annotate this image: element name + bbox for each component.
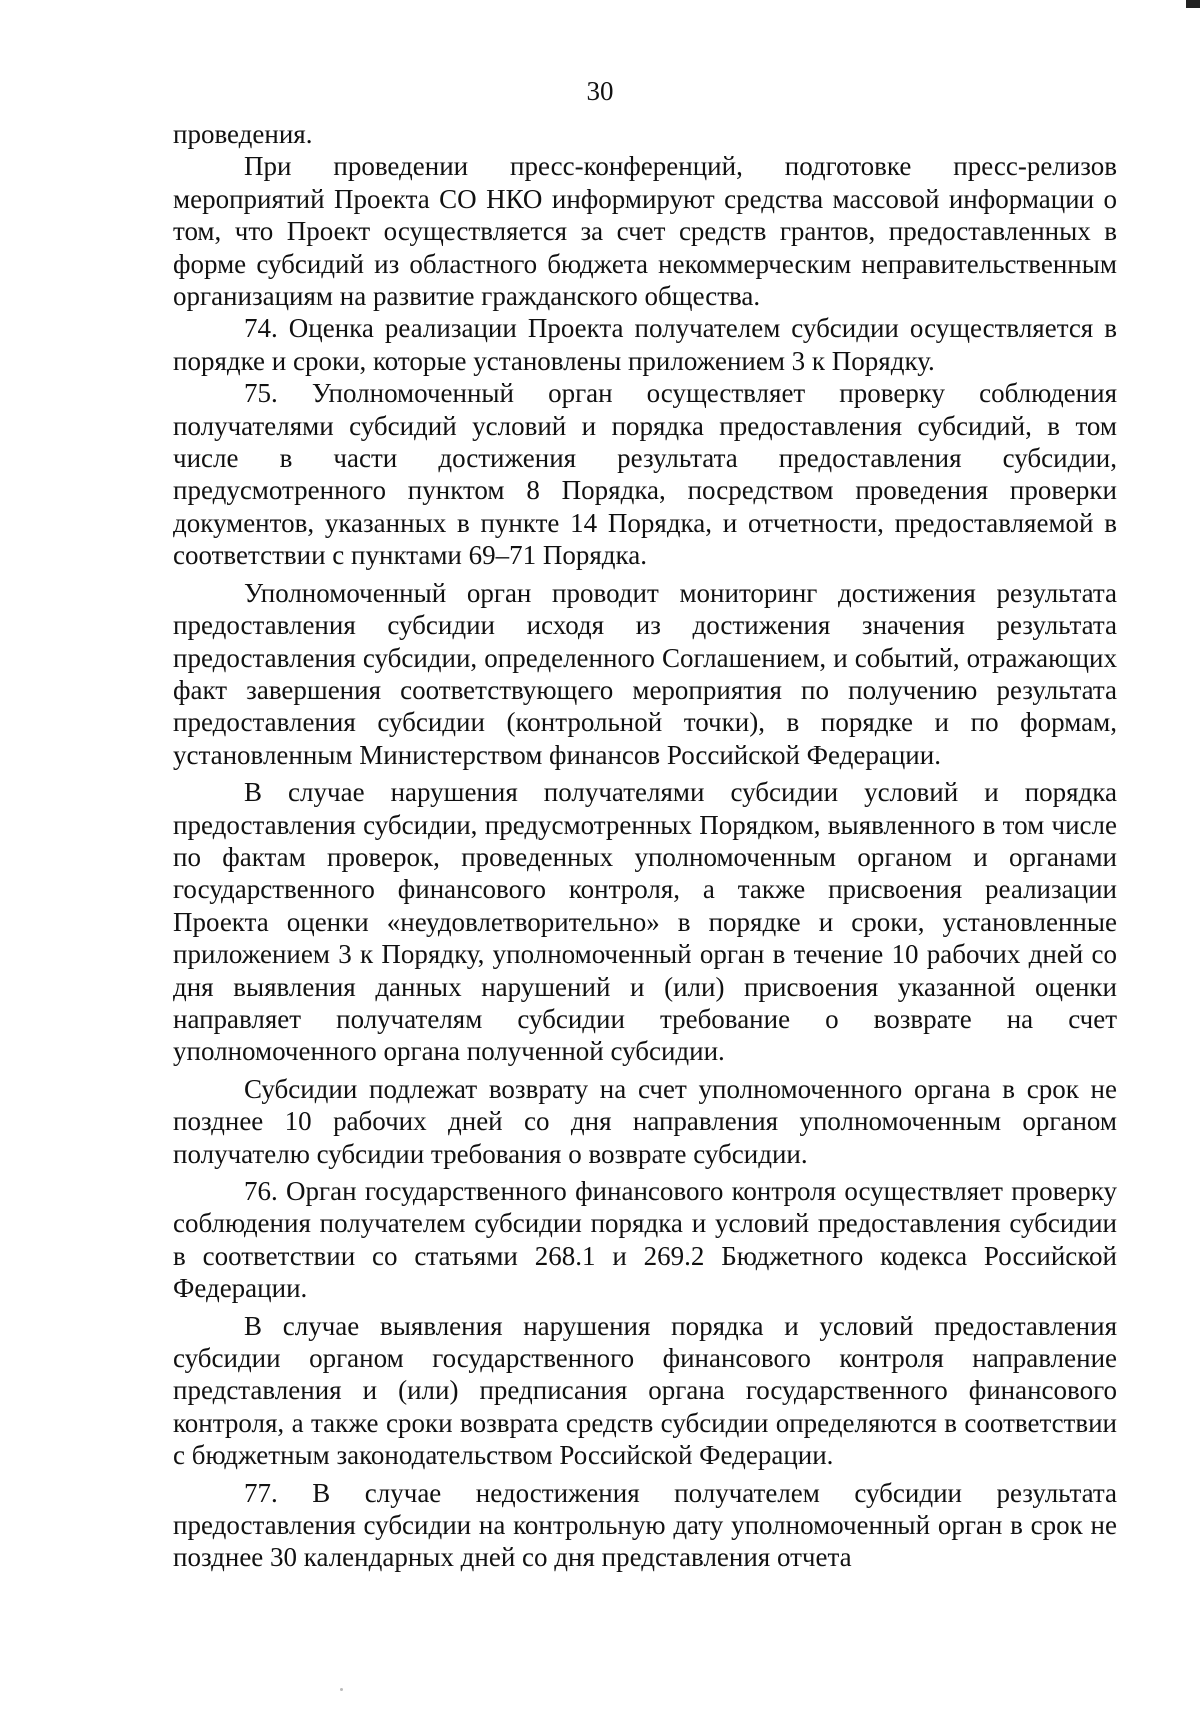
paragraph-76: 76. Орган государственного финансового контроля осуществляет проверку соблюдения получателем субсидии порядка и условий предоставления субсидии в соответствии со статьями 268.1 и 269.2 Бюджетного кодекса Российской Федерации. [173, 1176, 1117, 1304]
paragraph-77: 77. В случае недостижения получателем субсидии результата предоставления субсидии на контрольную дату уполномоченный орган в срок не позднее 30 календарных дней со дня представления отчета [173, 1477, 1117, 1573]
paragraph-control-violation: В случае выявления нарушения порядка и условий предоставления субсидии органом государственного финансового контроля направление представления и (или) предписания органа государственного финансового контроля, а также сроки возврата средств субсидии определяются в соответствии с бюджетным законодательством Российской Федерации. [173, 1310, 1117, 1471]
paragraph-75: 75. Уполномоченный орган осуществляет проверку соблюдения получателями субсидий условий и порядка предоставления субсидий, в том числе в части достижения результата предоставления субсидии, предусмотренного пунктом 8 Порядка, посредством проведения проверки документов, указанных в пункте 14 Порядка, и отчетности, предоставляемой в соответствии с пунктами 69–71 Порядка. [173, 378, 1117, 571]
scan-speck [340, 1688, 343, 1691]
page-number: 30 [586, 76, 614, 106]
paragraph-refund: Субсидии подлежат возврату на счет уполномоченного органа в срок не позднее 10 рабочих дней со дня направления уполномоченным органом получателю субсидии требования о возврате субсидии. [173, 1073, 1117, 1169]
paragraph-violation: В случае нарушения получателями субсидии условий и порядка предоставления субсидии, предусмотренных Порядком, выявленного в том числе по фактам проверок, проведенных уполномоченным органом и органами государственного финансового контроля, а также присвоения реализации Проекта оценки «неудовлетворительно» в порядке и сроки, установленные приложением 3 к Порядку, уполномоченный орган в течение 10 рабочих дней со дня выявления данных нарушений и (или) присвоения указанной оценки направляет получателям субсидии требование о возврате на счет уполномоченного органа полученной субсидии. [173, 777, 1117, 1067]
paragraph-press: При проведении пресс-конференций, подготовке пресс-релизов мероприятий Проекта СО НКО информируют средства массовой информации о том, что Проект осуществляется за счет средств грантов, предоставленных в форме субсидий из областного бюджета некоммерческим неправительственным организациям на развитие гражданского общества. [173, 151, 1117, 312]
document-body [173, 118, 1117, 1574]
paragraph-74: 74. Оценка реализации Проекта получателем субсидии осуществляется в порядке и сроки, которые установлены приложением 3 к Порядку. [173, 313, 1117, 376]
scan-edge-mark [1186, 0, 1200, 8]
paragraph-monitoring: Уполномоченный орган проводит мониторинг достижения результата предоставления субсидии исходя из достижения значения результата предоставления субсидии, определенного Соглашением, и событий, отражающих факт завершения соответствующего мероприятия по получению результата предоставления субсидии (контрольной точки), в порядке и по формам, установленным Министерством финансов Российской Федерации. [173, 577, 1117, 770]
paragraph-continuation: проведения. [173, 119, 313, 149]
